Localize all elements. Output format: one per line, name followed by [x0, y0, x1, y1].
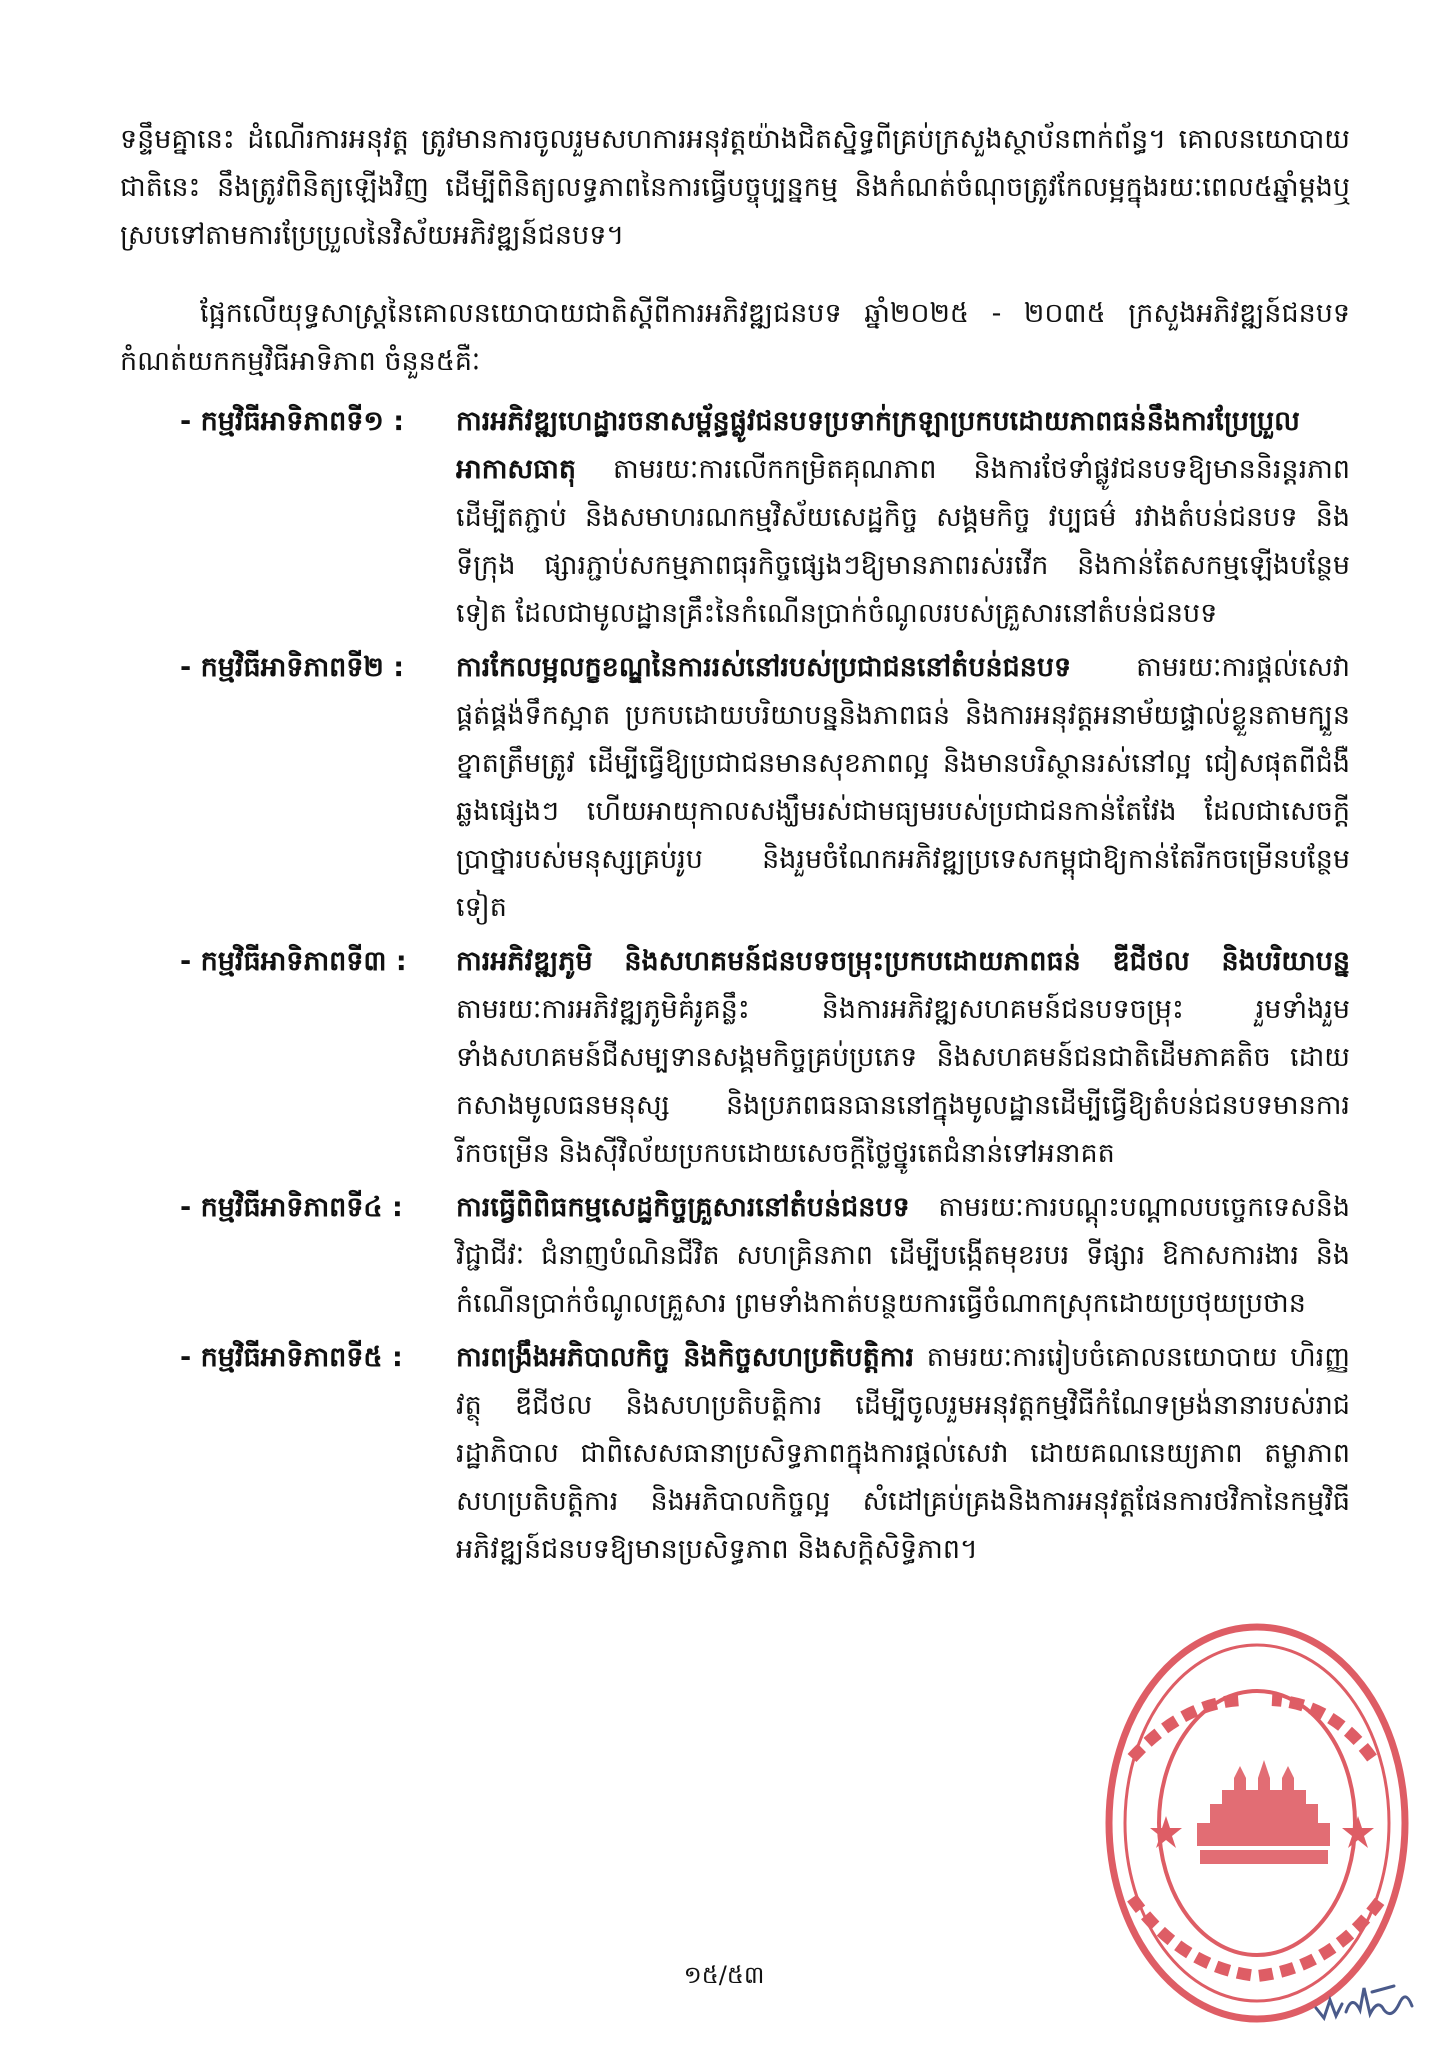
program-label: - កម្មវិធីអាទិភាពទី៣ :: [180, 946, 407, 977]
page-number: ១៥/៥៣: [683, 1961, 765, 1989]
handwritten-signature-icon: [1312, 1970, 1422, 2030]
program-text: តាមរយៈការបណ្តុះបណ្តាលបច្ចេកទេសនិងវិជ្ជាជីវៈ ជំនាញបំណិនជីវិត សហគ្រិនភាព ដើម្បីបង្កើតមុខរបរ ទីផ្សារ ឱកាសការងារ និងកំណើនប្រាក់ចំណូលគ្រួសារ ព្រមទាំងកាត់បន្ថយការធ្វើចំណាកស្រុកដោយប្រថុយប្រថាន: [456, 1192, 1350, 1319]
program-title: ការអភិវឌ្ឍភូមិ និងសហគមន៍ជនបទចម្រុះប្រកបដោយភាពធន់ ឌីជីថល និងបរិយាបន្ន: [456, 946, 1350, 977]
program-text: តាមរយៈការអភិវឌ្ឍភូមិគំរូគន្លឹះ និងការអភិវឌ្ឍសហគមន៍ជនបទចម្រុះ រួមទាំងរួមទាំងសហគមន៍ជីសម្បទានសង្គមកិច្ចគ្រប់ប្រភេទ និងសហគមន៍ជនជាតិដើមភាគតិច ដោយកសាងមូលធនមនុស្ស និងប្រភពធនធាននៅក្នុងមូលដ្ឋានដើម្បីធ្វើឱ្យតំបន់ជនបទមានការរីកចម្រើន និងស៊ីវិល័យប្រកបដោយសេចក្តីថ្លៃថ្នូរតេជំនាន់ទៅអនាគត: [456, 994, 1350, 1169]
priority-program-5: [120, 1334, 1350, 1574]
program-label: - កម្មវិធីអាទិភាពទី១ :: [180, 406, 405, 437]
program-description: [456, 1184, 1350, 1328]
strategy-paragraph: ផ្អែកលើយុទ្ធសាស្ត្រនៃគោលនយោបាយជាតិស្តីពីការអភិវឌ្ឍជនបទ ឆ្នាំ២០២៥ - ២០៣៥ ក្រសួងអភិវឌ្ឍន៍ជនបទកំណត់យកកម្មវិធីអាទិភាព ចំនួន៥គឺៈ: [120, 298, 1350, 377]
priority-program-list: [120, 398, 1350, 1574]
program-label: - កម្មវិធីអាទិភាពទី២ :: [180, 652, 405, 683]
program-title: ការធ្វើពិពិធកម្មសេដ្ឋកិច្ចគ្រួសារនៅតំបន់ជនបទ: [456, 1192, 910, 1223]
program-text: តាមរយៈការផ្តល់សេវាផ្គត់ផ្គង់ទឹកស្អាត ប្រកបដោយបរិយាបន្ននិងភាពធន់ និងការអនុវត្តអនាម័យផ្ទាល់ខ្លួនតាមក្បួនខ្នាតត្រឹមត្រូវ ដើម្បីធ្វើឱ្យប្រជាជនមានសុខភាពល្អ និងមានបរិស្ថានរស់នៅល្អ ជៀសផុតពីជំងឺឆ្លងផ្សេងៗ ហើយអាយុកាលសង្ឃឹមរស់ជាមធ្យមរបស់ប្រជាជនកាន់តែវែង ដែលជាសេចក្តីប្រាថ្នារបស់មនុស្សគ្រប់រូប និងរួមចំណែកអភិវឌ្ឍប្រទេសកម្ពុជាឱ្យកាន់តែរីកចម្រើនបន្ថែមទៀត: [456, 652, 1350, 923]
program-text: តាមរយៈការរៀបចំគោលនយោបាយ ហិរញ្ញវត្ថុ ឌីជីថល និងសហប្រតិបត្តិការ ដើម្បីចូលរួមអនុវត្តកម្មវិធីកំណែទម្រង់នានារបស់រាជរដ្ឋាភិបាល ជាពិសេសធានាប្រសិទ្ធភាពក្នុងការផ្តល់សេវា ដោយគណនេយ្យភាព តម្លាភាព សហប្រតិបត្តិការ និងអភិបាលកិច្ចល្អ សំដៅគ្រប់គ្រងនិងការអនុវត្តផែនការថវិកានៃកម្មវិធីអភិវឌ្ឍន៍ជនបទឱ្យមានប្រសិទ្ធភាព និងសក្តិសិទ្ធិភាព។: [456, 1342, 1351, 1565]
program-description: [456, 938, 1350, 1178]
priority-program-4: [120, 1184, 1350, 1328]
program-description: [456, 398, 1350, 638]
program-title: ការអភិវឌ្ឍហេដ្ឋារចនាសម្ព័ន្ធផ្លូវជនបទប្រទាក់ក្រឡាប្រកបដោយភាពធន់នឹងការប្រែប្រួលអាកាសធាតុ: [456, 406, 1300, 485]
priority-program-3: [120, 938, 1350, 1178]
program-description: [456, 1334, 1350, 1574]
program-label: - កម្មវិធីអាទិភាពទី៥ :: [180, 1342, 403, 1373]
program-title: ការពង្រឹងអភិបាលកិច្ច និងកិច្ចសហប្រតិបត្តិការ: [456, 1342, 915, 1373]
program-title: ការកែលម្អលក្ខខណ្ឌនៃការរស់នៅរបស់ប្រជាជននៅតំបន់ជនបទ: [456, 652, 1072, 683]
priority-program-2: [120, 644, 1350, 932]
program-label: - កម្មវិធីអាទិភាពទី៤ :: [180, 1192, 403, 1223]
official-seal-icon: [1092, 1608, 1412, 2028]
program-text: តាមរយៈការលើកកម្រិតគុណភាព និងការថែទាំផ្លូវជនបទឱ្យមាននិរន្តរភាព ដើម្បីតភ្ជាប់ និងសមាហរណកម្មវិស័យសេដ្ឋកិច្ច សង្គមកិច្ច វប្បធម៌ រវាងតំបន់ជនបទ និងទីក្រុង ផ្សារភ្ជាប់សកម្មភាពធុរកិច្ចផ្សេងៗឱ្យមានភាពរស់រវើក និងកាន់តែសកម្មឡើងបន្ថែមទៀត ដែលជាមូលដ្ឋានគ្រឹះនៃកំណើនប្រាក់ចំណូលរបស់គ្រួសារនៅតំបន់ជនបទ: [456, 454, 1350, 629]
intro-paragraph: ទន្ទឹមគ្នានេះ ដំណើរការអនុវត្ត ត្រូវមានការចូលរួមសហការអនុវត្តយ៉ាងជិតស្និទ្ធពីគ្រប់ក្រសួងស្ថាប័នពាក់ព័ន្ធ។ គោលនយោបាយជាតិនេះ នឹងត្រូវពិនិត្យឡើងវិញ ដើម្បីពិនិត្យលទ្ធភាពនៃការធ្វើបច្ចុប្បន្នកម្ម និងកំណត់ចំណុចត្រូវកែលម្អក្នុងរយៈពេល៥ឆ្នាំម្តងឬស្របទៅតាមការប្រែប្រួលនៃវិស័យអភិវឌ្ឍន៍ជនបទ។: [120, 124, 1350, 251]
priority-program-1: [120, 398, 1350, 638]
program-description: [456, 644, 1350, 932]
